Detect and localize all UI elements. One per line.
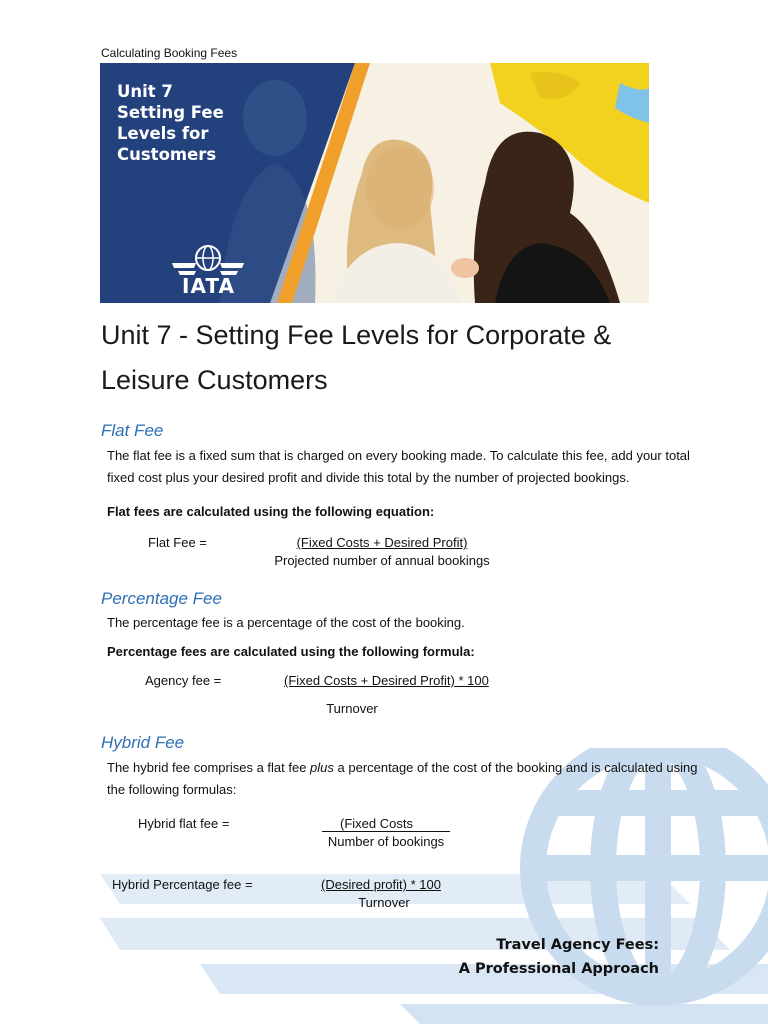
flat-fee-denominator: Projected number of annual bookings bbox=[274, 553, 490, 568]
banner-title: Unit 7 Setting Fee Levels for Customers bbox=[117, 82, 224, 164]
hybrid-fee-description bbox=[107, 757, 707, 801]
flat-fee-numerator: (Fixed Costs + Desired Profit) bbox=[296, 535, 468, 550]
hybrid-fee-heading: Hybrid Fee bbox=[101, 733, 185, 752]
percentage-fee-numerator: (Fixed Costs + Desired Profit) * 100 bbox=[284, 673, 489, 688]
flat-fee-label: Flat Fee = bbox=[148, 535, 207, 550]
iata-logo-text: IATA bbox=[182, 274, 235, 298]
footer-line-1: Travel Agency Fees: bbox=[496, 937, 659, 953]
percentage-fee-heading: Percentage Fee bbox=[101, 589, 222, 608]
unit-banner-image bbox=[100, 63, 649, 303]
hybrid-flat-fee-label: Hybrid flat fee = bbox=[138, 816, 230, 831]
flat-fee-heading: Flat Fee bbox=[101, 421, 164, 440]
hybrid-percentage-fee-label: Hybrid Percentage fee = bbox=[112, 877, 253, 892]
flat-fee-description: The flat fee is a fixed sum that is charged on every booking made. To calculate this fee, add your total fixed cost plus your desired profit and divide this total by the number of projected bookings. bbox=[107, 448, 690, 485]
percentage-fee-formula-intro: Percentage fees are calculated using the following formula: bbox=[107, 644, 475, 659]
flat-fee-equation-intro: Flat fees are calculated using the following equation: bbox=[107, 504, 435, 519]
hybrid-desc-part2: a percentage of the cost of the booking and is calculated using the following formulas: bbox=[107, 760, 698, 797]
hybrid-percentage-fee-denominator: Turnover bbox=[358, 895, 410, 910]
percentage-fee-denominator: Turnover bbox=[326, 701, 378, 716]
hybrid-percentage-fee-numerator: (Desired profit) * 100 bbox=[321, 877, 441, 892]
hybrid-flat-fee-denominator: Number of bookings bbox=[327, 834, 445, 849]
iata-wing-watermark bbox=[100, 870, 768, 1024]
percentage-fee-description: The percentage fee is a percentage of the cost of the booking. bbox=[107, 615, 465, 630]
hybrid-desc-part1: The hybrid fee comprises a flat fee bbox=[107, 760, 311, 775]
hybrid-desc-emphasis: plus bbox=[310, 760, 334, 775]
agency-fee-label: Agency fee = bbox=[145, 673, 222, 688]
footer-line-2: A Professional Approach bbox=[458, 961, 659, 977]
footer-brand bbox=[459, 933, 659, 981]
page-title: Unit 7 - Setting Fee Levels for Corporate & Leisure Customers bbox=[101, 320, 612, 395]
running-header: Calculating Booking Fees bbox=[101, 46, 238, 60]
hybrid-flat-fee-numerator: (Fixed Costs bbox=[322, 816, 450, 832]
